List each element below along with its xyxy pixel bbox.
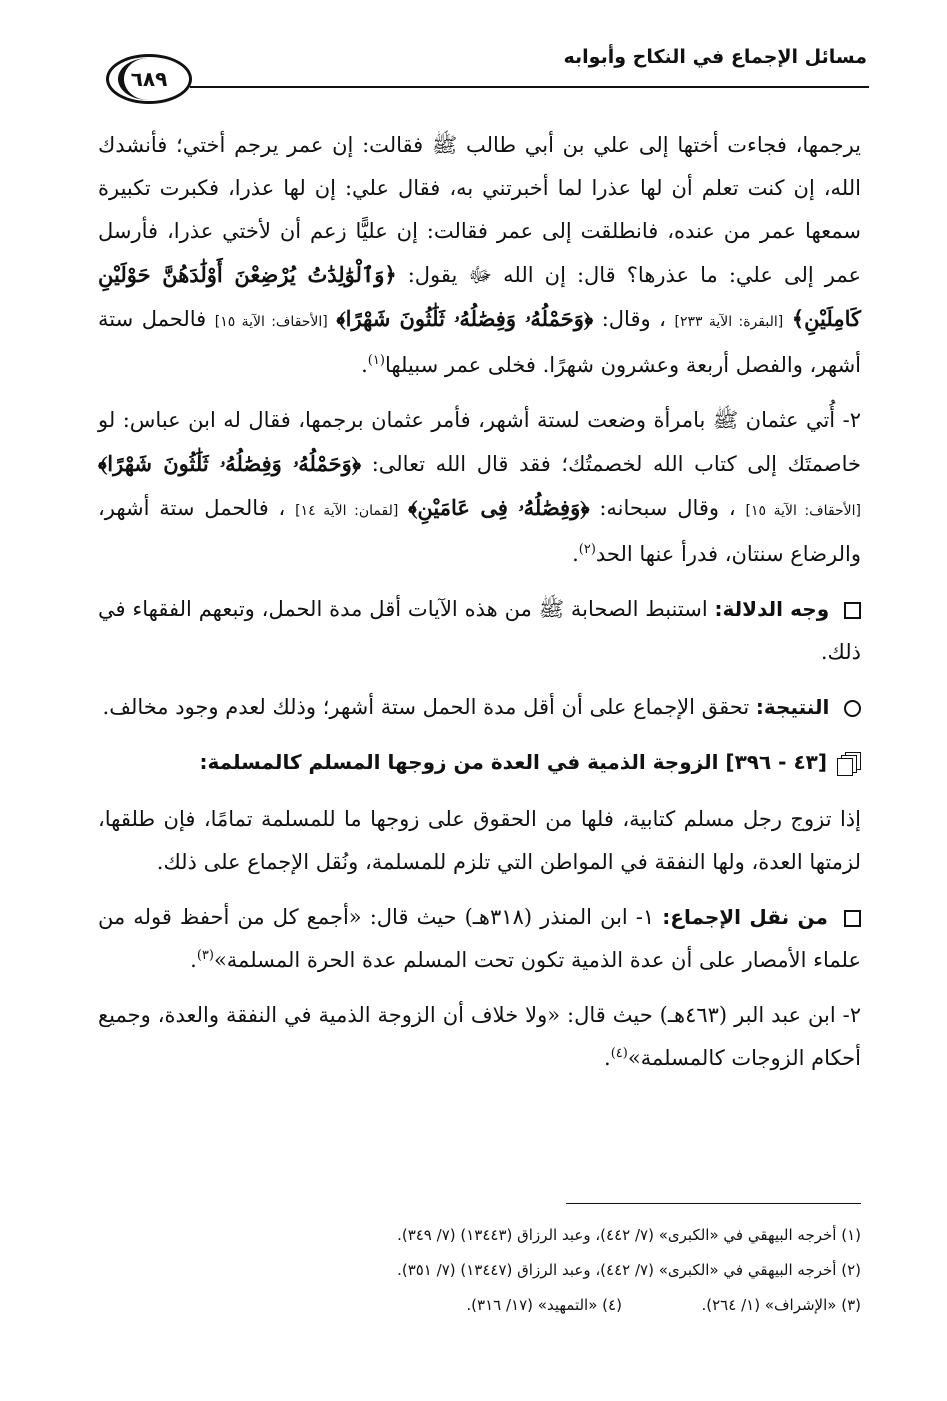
- circle-bullet-icon: [844, 700, 861, 717]
- footnote-marker[interactable]: (٢): [578, 542, 596, 557]
- page-number-ornament: [118, 58, 178, 100]
- paragraph-text: ، فالحمل ستة أشهر، والرضاع سنتان، فدرأ عنها الحد: [98, 496, 861, 566]
- quran-verse: ﴿وَحَمْلُهُۥ وَفِصَٰلُهُۥ ثَلَٰثُونَ شَهْرًا﴾: [98, 451, 362, 476]
- paragraph-text: ١- ابن المنذر (٣١٨هـ) حيث قال: «أجمع كل من أحفظ قوله من علماء الأمصار على أن عدة الذمية تكون تحت المسلم عدة الحرة المسلمة»: [98, 905, 861, 972]
- paragraph-text: ٢- أُتي عثمان ﷺ بامرأة وضعت لستة أشهر، فأمر عثمان برجمها، فقال له ابن عباس: لو خاصمتَك إلى كتاب الله لخصمتُك؛ فقد قال الله تعالى:: [98, 408, 861, 476]
- square-bullet-icon: [844, 910, 861, 927]
- verse-reference: [الأحقاف: الآية ١٥]: [214, 314, 328, 330]
- paragraph-text: إذا تزوج رجل مسلم كتابية، فلها من الحقوق على زوجها ما للمسلمة تمامًا، فإن طلقها، لزمتها العدة، ولها النفقة في المواطن التي تلزم للمسلمة، ونُقل الإجماع على ذلك.: [98, 807, 861, 874]
- footnote-1: (١) أخرجه البيهقي في «الكبرى» (٧/ ٤٤٢)، وعبد الرزاق (١٣٤٤٣) (٧/ ٣٤٩).: [397, 1226, 861, 1244]
- footnote-row-3-4: [98, 1288, 861, 1323]
- footnote-marker[interactable]: (٤): [610, 1046, 628, 1061]
- paragraph-text: ، وقال سبحانه:: [589, 496, 736, 520]
- paragraph-text: تحقق الإجماع على أن أقل مدة الحمل ستة أشهر؛ وذلك لعدم وجود مخالف.: [102, 695, 750, 719]
- footnote-marker[interactable]: (٣): [196, 948, 214, 963]
- paragraph-text: فالحمل ستة أشهر، والفصل أربعة وعشرون شهرًا. فخلى عمر سبيلها: [98, 307, 861, 377]
- verse-reference: [البقرة: الآية ٢٣٣]: [674, 314, 784, 330]
- quran-verse: ﴿وَحَمْلُهُۥ وَفِصَٰلُهُۥ ثَلَٰثُونَ شَهْرًا﴾: [336, 306, 594, 331]
- documents-icon: [837, 752, 861, 774]
- paragraph-end: .: [572, 542, 579, 566]
- footnote-marker[interactable]: (١): [367, 353, 385, 368]
- paragraph-evidence: [98, 588, 861, 674]
- quran-verse: ﴿وَٱلْوَٰلِدَٰتُ يُرْضِعْنَ أَوْلَٰدَهُنَّ حَوْلَيْنِ كَامِلَيْنِ﴾: [98, 262, 861, 331]
- result-label: النتيجة:: [755, 695, 830, 719]
- paragraph-2: [98, 399, 861, 576]
- section-title: [٤٣ - ٣٩٦] الزوجة الذمية في العدة من زوجها المسلم كالمسلمة:: [199, 750, 827, 774]
- footnote-3: (٣) «الإشراف» (١/ ٢٦٤).: [701, 1296, 861, 1314]
- header-rule: [190, 86, 869, 88]
- section-heading: [98, 741, 861, 784]
- square-bullet-icon: [844, 602, 861, 619]
- page-number: ٦٨٩: [130, 67, 168, 91]
- quran-verse: ﴿وَفِصَٰلُهُۥ فِى عَامَيْنِ﴾: [408, 495, 590, 520]
- running-title: مسائل الإجماع في النكاح وأبوابه: [563, 46, 867, 68]
- paragraph-end: .: [190, 948, 197, 972]
- transmitters-label: من نقل الإجماع:: [662, 905, 828, 929]
- main-text: [98, 124, 861, 1092]
- evidence-label: وجه الدلالة:: [714, 597, 830, 621]
- footnote-4: (٤) «التمهيد» (١٧/ ٣١٦).: [466, 1296, 622, 1314]
- paragraph-1: [98, 124, 861, 387]
- paragraph-transmitters: [98, 896, 861, 982]
- paragraph-5: [98, 798, 861, 884]
- paragraph-7: [98, 994, 861, 1080]
- paragraph-end: .: [604, 1046, 611, 1070]
- footnote-2: (٢) أخرجه البيهقي في «الكبرى» (٧/ ٤٤٢)، وعبد الرزاق (١٣٤٤٧) (٧/ ٣٥١).: [397, 1261, 861, 1279]
- paragraph-text: يرجمها، فجاءت أختها إلى علي بن أبي طالب ﷺ فقالت: إن عمر يرجم أختي؛ فأنشدك الله، إن كنت تعلم أن لها عذرا لما أخبرتني به، فقال علي: إن لها عذرا، فكبرت تكبيرة سمعها عمر من عنده، فانطلقت إلى عمر فقالت: إن عليًّا زعم أن لأختي عذرا، فأرسل عمر إلى علي: ما عذرها؟ قال: إن الله ﷻ يقول:: [98, 133, 861, 287]
- footnotes: [98, 1218, 861, 1323]
- paragraph-end: .: [361, 353, 368, 377]
- verse-reference: [الأحقاف: الآية ١٥]: [745, 503, 862, 519]
- paragraph-text: ٢- ابن عبد البر (٤٦٣هـ) حيث قال: «ولا خلاف أن الزوجة الذمية في النفقة والعدة، وجميع أحكام الزوجات كالمسلمة»: [98, 1003, 862, 1070]
- paragraph-result: [98, 686, 861, 729]
- paragraph-text: ، وقال:: [593, 307, 666, 331]
- footnote-divider: [566, 1203, 861, 1204]
- verse-reference: [لقمان: الآية ١٤]: [295, 503, 399, 519]
- paragraph-text: استنبط الصحابة ﷺ من هذه الآيات أقل مدة الحمل، وتبعهم الفقهاء في ذلك.: [98, 597, 861, 664]
